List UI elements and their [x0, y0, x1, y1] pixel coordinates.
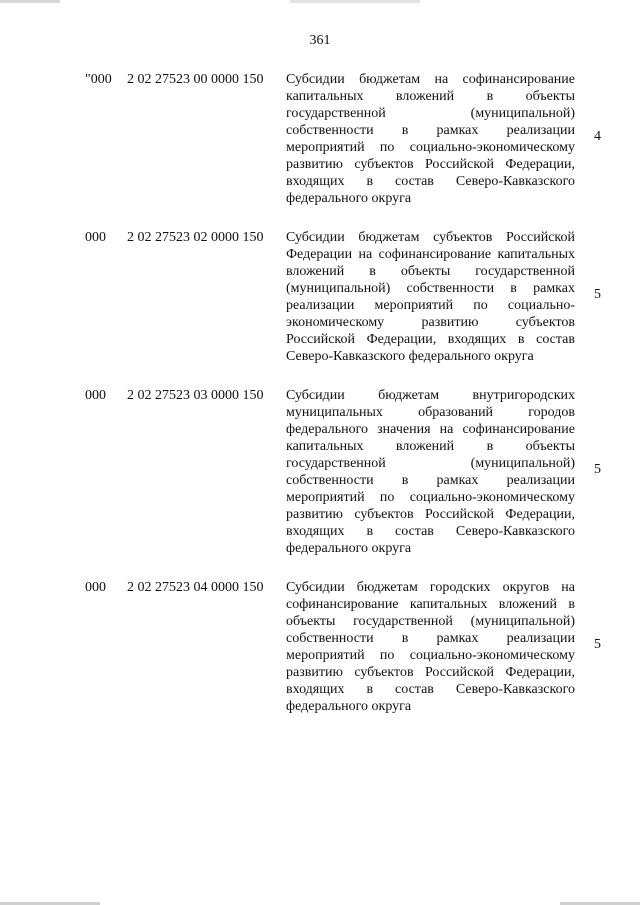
- admin-code: 000: [85, 388, 106, 403]
- income-name: Субсидии бюджетам городских округов на софинансирование капитальных вложений в объекты государственной (муниципальной) собственности в рамках реализации мероприятий по социально-экономическому развитию субъектов Российской Федерации, входящих в состав Северо-Кавказского федерального округа: [286, 580, 575, 714]
- table-row: [0, 383, 640, 557]
- income-name: Субсидии бюджетам внутригородских муниципальных образований городов федерального значения на софинансирование капитальных вложений в объекты государственной (муниципальной) собственности в рамках реализации мероприятий по социально-экономическому развитию субъектов Российской Федерации, входящих в состав Северо-Кавказского федерального округа: [286, 388, 575, 556]
- table-row: [0, 67, 640, 207]
- page-number: 361: [309, 33, 331, 48]
- admin-code: 000: [85, 230, 106, 245]
- amount-value: 4: [594, 129, 601, 144]
- budget-classification-code: 2 02 27523 00 0000 150: [127, 72, 264, 87]
- amount-value: 5: [594, 462, 601, 477]
- budget-table: [0, 67, 640, 715]
- budget-classification-code: 2 02 27523 04 0000 150: [127, 580, 264, 595]
- scan-edge-top: [0, 0, 640, 3]
- budget-classification-code: 2 02 27523 02 0000 150: [127, 230, 264, 245]
- amount-value: 5: [594, 637, 601, 652]
- income-name: Субсидии бюджетам субъектов Российской Федерации на софинансирование капитальных вложений в объекты государственной (муниципальной) собственности в рамках реализации мероприятий по социально-экономическому развитию субъектов Российской Федерации, входящих в состав Северо-Кавказского федерального округа: [286, 230, 575, 364]
- admin-code: "000: [85, 72, 112, 87]
- table-row: [0, 225, 640, 365]
- table-row: [0, 575, 640, 715]
- amount-value: 5: [594, 287, 601, 302]
- admin-code: 000: [85, 580, 106, 595]
- income-name: Субсидии бюджетам на софинансирование капитальных вложений в объекты государственной (муниципальной) собственности в рамках реализации мероприятий по социально-экономическому развитию субъектов Российской Федерации, входящих в состав Северо-Кавказского федерального округа: [286, 72, 575, 206]
- budget-classification-code: 2 02 27523 03 0000 150: [127, 388, 264, 403]
